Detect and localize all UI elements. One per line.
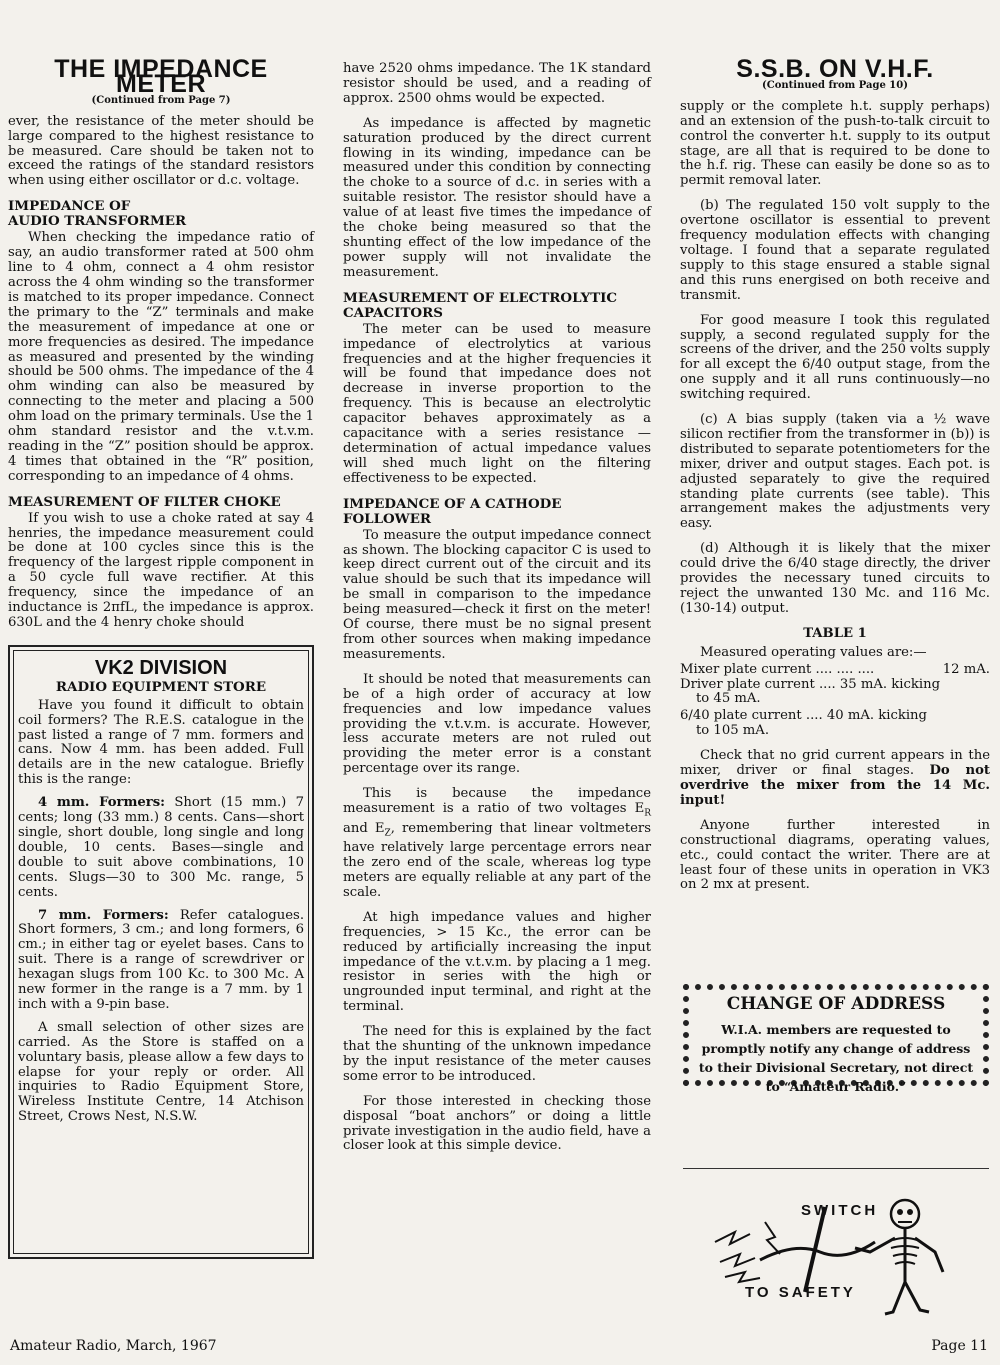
article-title-impedance-meter: THE IMPEDANCE METER [54, 55, 268, 98]
box-title: CHANGE OF ADDRESS [726, 994, 946, 1014]
continued-note: (Continued from Page 7) [91, 94, 231, 106]
box-text: W.I.A. members are requested to promptly notify any change of address to their Divisional Secretary, not direct to “Amateur Radio.” [698, 1022, 974, 1094]
table-row-cont: to 45 mA. [696, 691, 761, 707]
paragraph: A small selection of other sizes are carried. As the Store is staffed on a voluntary basis, please allow a few days to elapse for your reply or order. All inquiries to Radio Equipment Store, Wireless Institute Centre, 14 Atchison Street, Crows Nest, N.S.W. [18, 1019, 304, 1125]
footer-publication: Amateur Radio, March, 1967 [10, 1338, 217, 1354]
paragraph: At high impedance values and higher frequencies, > 15 Kc., the error can be reduced by artificially increasing the input impedance of the v.t.v.m. by placing a 1 meg. resistor in series with the high or ungrounded input terminal, and right at the terminal. [343, 909, 651, 1015]
switch-to-safety-illustration [705, 1182, 975, 1322]
paragraph: Have you found it difficult to obtain coil formers? The R.E.S. catalogue in the past listed a range of 7 mm. formers and cans. Now 4 mm. has been added. Full details are in the new catalogue. Briefly this is the range: [18, 697, 304, 788]
paragraph: As impedance is affected by magnetic saturation produced by the direct current flowing in its winding, impedance can be measured under this condition by connecting the choke to a source of d.c. in series with a suitable resistor. The resistor should have a value of at least five times the impedance of the choke being measured so that the shunting effect of the low impedance of the power supply will not invalidate the measurement. [343, 115, 651, 280]
paragraph: (d) Although it is likely that the mixer could drive the 6/40 stage directly, the driver provides the necessary tuned circuits to reject the unwanted 130 Mc. and 116 Mc. (130-14) output. [680, 541, 990, 616]
paragraph: 4 mm. Formers: Short (15 mm.) 7 cents; long (33 mm.) 8 cents. Cans—short single, short double, long single and long double, 10 cents. Bases—single and double to suit above combinations, 10 cents. Slugs—30 to 300 Mc. range, 5 cents. [18, 795, 304, 900]
table-intro: Measured operating values are:— [700, 644, 927, 660]
section-heading: IMPEDANCE OF AUDIO TRANSFORMER [8, 198, 187, 230]
divider [683, 1168, 989, 1169]
paragraph: To measure the output impedance connect as shown. The blocking capacitor C is used to keep direct current out of the circuit and its value should be such that its impedance will be small in comparison to the impedance being measured—check it first on the meter! Of course, there must be no signal present from other sources when making impedance measurements. [343, 527, 651, 662]
paragraph: If you wish to use a choke rated at say 4 henries, the impedance measurement could be done at 100 cycles since this is the frequency of the largest ripple component in a 50 cycle full wave rectifier. At this frequency, since the impedance of an inductance is 2πfL, the impedance is approx. 630L and the 4 henry choke should [8, 510, 314, 630]
safety-label-top: SWITCH [801, 1202, 879, 1219]
paragraph: It should be noted that measurements can be of a high order of accuracy at low frequencies and low impedance values providing the v.t.v.m. is accurate. However, less accurate meters are not ruled out providing the meter error is a constant percentage over its range. [343, 671, 651, 777]
section-heading: IMPEDANCE OF A CATHODE FOLLOWER [343, 495, 562, 527]
paragraph: 7 mm. Formers: Refer catalogues. Short formers, 3 cm.; and long formers, 6 cm.; in either tag or eyelet bases. Cans to suit. There is a range of screwdriver or hexagan slugs from 100 Kc. to 300 Mc. A new former in the range is a 7 mm. by 1 inch with a 9-pin base. [18, 907, 305, 1012]
footer-page-number: Page 11 [931, 1338, 988, 1354]
table-row: Mixer plate current .... .... .... 12 mA. [680, 661, 990, 677]
paragraph: Anyone further interested in constructional diagrams, operating values, etc., could contact the writer. There are at least four of these units in operation in VK3 on 2 mx at present. [680, 817, 990, 893]
paragraph: For good measure I took this regulated supply, a second regulated supply for the screens of the driver, and the 250 volts supply for all except the 6/40 output stage, from the one supply and it all runs continuously—no switching required. [680, 312, 990, 403]
paragraph: For those interested in checking those disposal “boat anchors” or doing a little private investigation in the audio field, have a closer look at this simple device. [343, 1093, 651, 1154]
section-heading: MEASUREMENT OF ELECTROLYTIC CAPACITORS [343, 289, 618, 321]
vk2-division-box [8, 645, 314, 1259]
paragraph: (b) The regulated 150 volt supply to the overtone oscillator is essential to prevent frequency modulation effects with changing voltage. I found that a separate regulated supply to this stage ensured a stable signal and this runs energised on both receive and transmit. [680, 198, 990, 303]
table-title: TABLE 1 [803, 625, 867, 641]
paragraph: Check that no grid current appears in the mixer, driver or final stages. Do not overdrive the mixer from the 14 Mc. input! [680, 748, 990, 808]
paragraph: The meter can be used to measure impedance of electrolytics at various frequencies and at the higher frequencies it will be found that impedance does not decrease in inverse proportion to the frequency. This is because an electrolytic capacitor behaves approximately as a capacitance with a series resistance — determination of actual impedance values will shed much light on the filtering effectiveness to be expected. [343, 321, 651, 486]
column-ssb-vhf [680, 55, 990, 903]
table-row-cont: to 105 mA. [696, 723, 770, 739]
column-middle [343, 62, 651, 1164]
paragraph: have 2520 ohms impedance. The 1K standard resistor should be used, and a reading of approx. 2500 ohms would be expected. [343, 61, 651, 106]
section-heading: MEASUREMENT OF FILTER CHOKE [8, 493, 281, 510]
box-subtitle: RADIO EQUIPMENT STORE [55, 678, 267, 695]
safety-label-bottom: TO SAFETY [745, 1284, 856, 1301]
paragraph: ever, the resistance of the meter should be large compared to the highest resistance to be measured. Care should be taken not to exceed the ratings of the standard resistors when using either oscillator or d.c. voltage. [8, 113, 314, 189]
box-title: VK2 DIVISION [94, 656, 228, 679]
continued-note: (Continued from Page 10) [762, 79, 908, 91]
paragraph: When checking the impedance ratio of say, an audio transformer rated at 500 ohm line to 4 ohm, connect a 4 ohm resistor across the 4 ohm winding so the transformer is matched to its proper impedance. Connect the primary to the “Z” terminals and make the measurement of impedance at one or more frequencies as desired. The impedance as measured and presented by the winding should be 500 ohms. The impedance of the 4 ohm winding can also be measured by connecting to the meter and placing a 500 ohm load on the primary terminals. Use the 1 ohm standard resistor and the v.t.v.m. reading in the “Z” position should be approx. 4 times that obtained in the “R” position, corresponding to an impedance of 4 ohms. [8, 230, 314, 484]
paragraph: The need for this is explained by the fact that the shunting of the unknown impedance by the input resistance of the meter causes some error to be introduced. [343, 1024, 651, 1084]
paragraph: supply or the complete h.t. supply perhaps) and an extension of the push-to-talk circuit to control the converter h.t. supply to its output stage, are all that is required to be done to the h.f. rig. These can easily be done so as to permit removal later. [680, 98, 990, 189]
table-row: 6/40 plate current .... 40 mA. kicking [680, 708, 927, 724]
article-title-ssb-vhf: S.S.B. ON V.H.F. [736, 55, 934, 83]
paragraph: (c) A bias supply (taken via a ½ wave silicon rectifier from the transformer in (b)) is distributed to separate potentiometers for the mixer, driver and output stages. Each pot. is adjusted separately to give the required standing plate currents (see table). This arrangement makes the adjustments very easy. [680, 412, 990, 532]
table-row: Driver plate current .... 35 mA. kicking [680, 676, 941, 692]
column-impedance-meter [8, 55, 314, 1259]
change-of-address-box [683, 984, 989, 1094]
paragraph: This is because the impedance measurement is a ratio of two voltages $E_R$ and $E_Z$, remembering that linear voltmeters have relatively large percentage errors near the zero end of the scale, whereas log type meters are equally reliable at any part of the scale. [343, 786, 651, 900]
